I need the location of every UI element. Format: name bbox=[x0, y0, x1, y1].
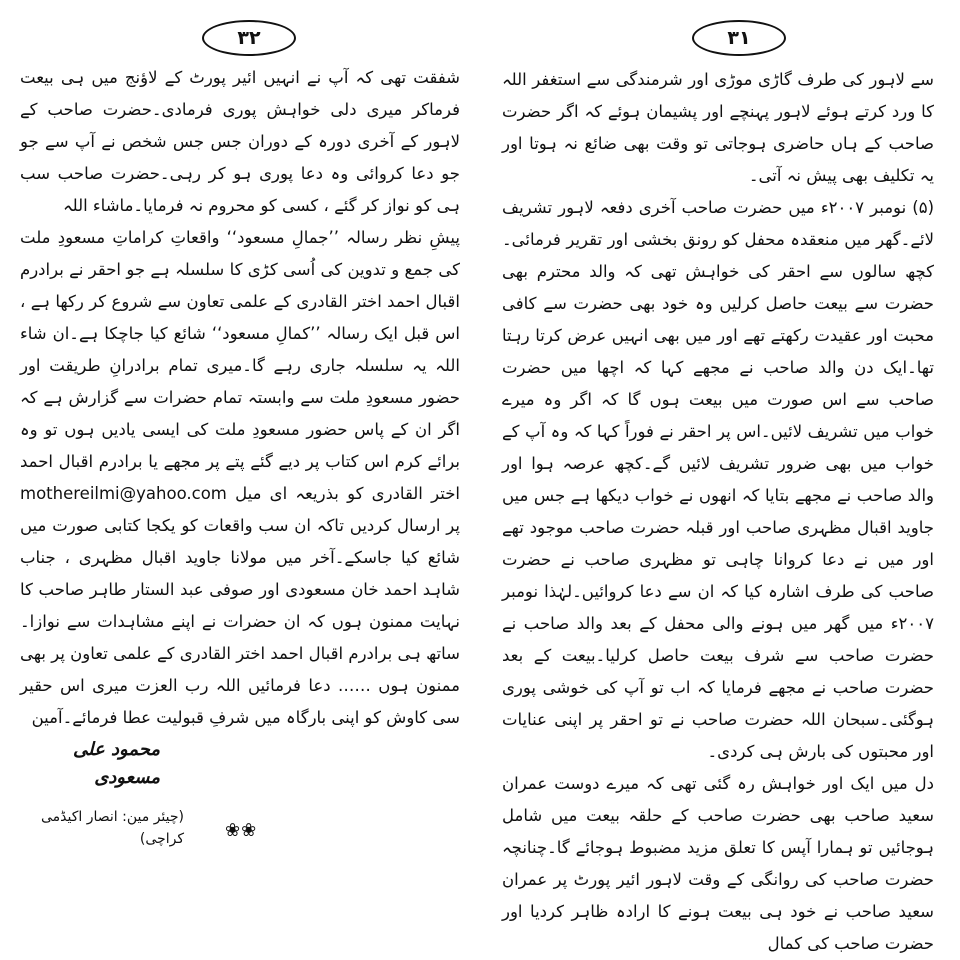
paragraph: دل میں ایک اور خواہش رہ گئی تھی کہ میرے دوست عمران سعید صاحب بھی حضرت صاحب کے حلقہ بیعت میں شامل ہوجائیں تو ہمارا آپس کا تعلق مزید مضبوط ہوجائے گا۔چنانچہ حضرت صاحب کی روانگی کے وقت لاہور ائیر پورٹ پر عمران سعید صاحب نے خود ہی بیعت ہونے کا ارادہ ظاہر کردیا اور حضرت صاحب کی کمال bbox=[502, 774, 934, 953]
page-number-left: ۳۲ bbox=[202, 20, 296, 56]
left-page bbox=[0, 0, 480, 862]
page-number-right: ۳۱ bbox=[692, 20, 786, 56]
signature-title: (چیئر مین: انصار اکیڈمی کراچی) bbox=[41, 809, 184, 847]
left-page-body bbox=[20, 62, 460, 734]
paragraph: (۵) نومبر ۲۰۰۷ء میں حضرت صاحب آخری دفعہ لاہور تشریف لائے۔گھر میں منعقدہ محفل کو رونق بخشی اور تقریر فرمائی۔کچھ سالوں سے احقر کی خواہش تھی کہ والد محترم بھی حضرت سے بیعت حاصل کرلیں وہ خود بھی حضرت سے کافی محبت اور عقیدت رکھتے تھے اور میں بھی انہیں عرض کرتا رہتا تھا۔ایک دن والد صاحب نے مجھے کہا کہ اچھا میں حضرت صاحب سے اس صورت میں بیعت ہوں گا کہ اگر وہ میرے خواب میں تشریف لائیں۔اس پر احقر نے فوراً کہا کہ وہ آپ کے خواب میں بھی ضرور تشریف لائیں گے۔کچھ عرصہ ہوا اور والد صاحب نے مجھے بتایا کہ انھوں نے خواب دیکھا ہے جس میں جاوید اقبال مظہری صاحب اور قبلہ حضرت صاحب موجود تھے اور میں نے دعا کروانا چاہی تو مظہری صاحب نے حضرت صاحب کی طرف اشارہ کیا کہ ان سے دعا کروائیں۔لہٰذا نومبر ۲۰۰۷ء میں گھر میں ہونے والی محفل کے بعد والد صاحب نے حضرت صاحب سے شرف بیعت حاصل کرلیا۔بیعت کے بعد حضرت صاحب نے مجھے فرمایا کہ اب تو آپ کی خوشی پوری ہوگئی۔سبحان اللہ حضرت صاحب نے تو احقر پر اپنی عنایات اور محبتوں کی بارش ہی کردی۔ bbox=[502, 198, 934, 761]
flower-ornament-icon: ❀❀ bbox=[225, 820, 258, 841]
paragraph: سے لاہور کی طرف گاڑی موڑی اور شرمندگی سے استغفر اللہ کا ورد کرتے ہوئے لاہور پہنچے اور پشیمان ہوئے کہ اگر حضرت صاحب کے ہاں حاضری ہوجاتی تو وقت بھی ضائع نہ ہوتا اور یہ تکلیف بھی پیش نہ آتی۔ bbox=[502, 70, 934, 185]
paragraph: پیشِ نظر رسالہ ’’جمالِ مسعود‘‘ واقعاتِ کراماتِ مسعودِ ملت کی جمع و تدوین کی اُسی کڑی کا سلسلہ ہے جو احقر نے برادرم اقبال احمد اختر القادری کے علمی تعاون سے شروع کر رکھا ہے ، اس قبل ایک رسالہ ’’کمالِ مسعود‘‘ شائع کیا جاچکا ہے۔ان شاء اللہ یہ سلسلہ جاری رہے گا۔میری تمام برادرانِ طریقت اور حضور مسعودِ ملت سے وابستہ تمام حضرات سے گزارش ہے کہ اگر ان کے پاس حضور مسعودِ ملت کی ایسی یادیں ہوں تو وہ برائے کرم اس کتاب پر دیے گئے پتے پر مجھے یا برادرم اقبال احمد اختر القادری کو بذریعہ ای میل mothereilmi@yahoo.com پر ارسال کردیں تاکہ ان سب واقعات کو یکجا کتابی صورت میں شائع کیا جاسکے۔آخر میں مولانا جاوید اقبال مظہری ، جناب شاہد احمد خان مسعودی اور صوفی عبد الستار طاہر صاحب کا نہایت ممنون ہوں کہ ان حضرات نے اپنے مشاہدات سے نوازا۔ساتھ ہی برادرم اقبال احمد اختر القادری کے علمی تعاون پر بھی ممنون ہوں …… دعا فرمائیں اللہ رب العزت میری اس حقیر سی کاوش کو اپنی بارگاہ میں شرفِ قبولیت عطا فرمائے۔آمین bbox=[20, 228, 460, 727]
signature-name: محمود علی مسعودی bbox=[73, 739, 160, 788]
right-page-body bbox=[502, 64, 934, 960]
right-page bbox=[480, 0, 960, 953]
paragraph: شفقت تھی کہ آپ نے انہیں ائیر پورٹ کے لاؤنج میں ہی بیعت فرماکر میری دلی خواہش پوری فرمادی۔حضرت صاحب کے لاہور کے آخری دورہ کے دوران جس جس شخص نے آپ سے جو جو دعا کروائی وہ دعا پوری ہو کر رہی۔حضرت صاحب سب ہی کو نواز کر گئے ، کسی کو محروم نہ فرمایا۔ماشاء اللہ bbox=[20, 68, 460, 215]
